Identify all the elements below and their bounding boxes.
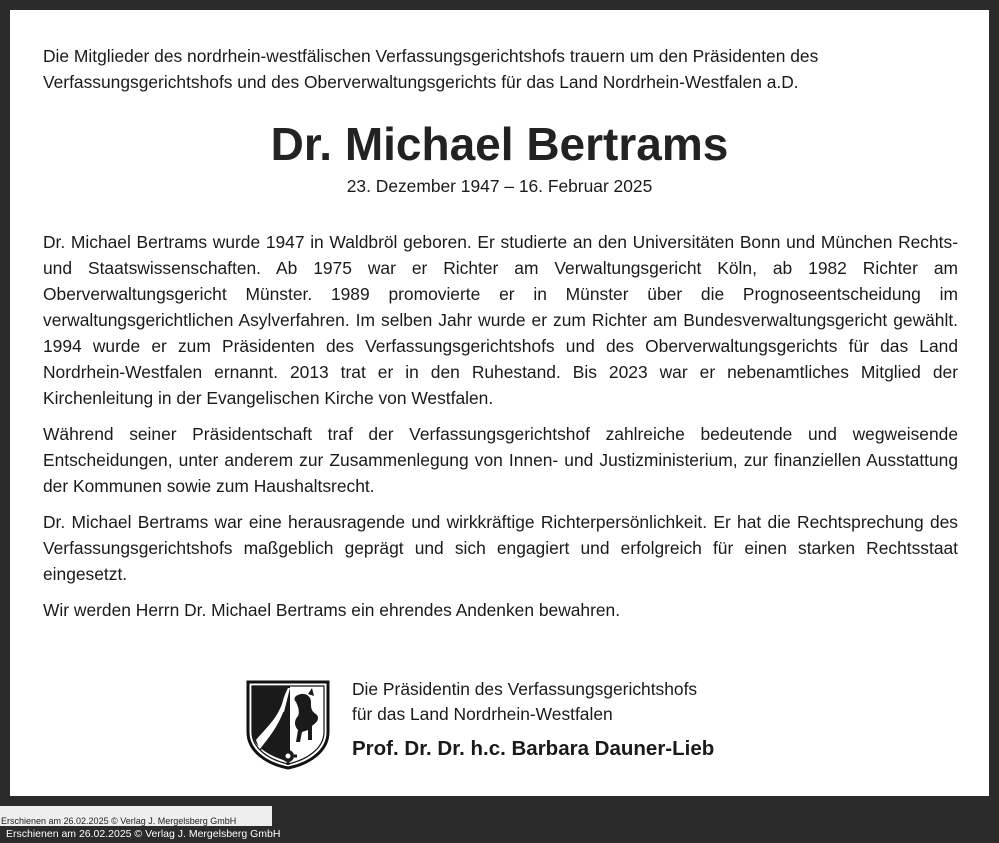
paragraph-tribute: Dr. Michael Bertrams war eine herausragende und wirkkräftige Richterpersönlichkeit. Er hat die Rechtsprechung des Verfassungsgerichtshofs maßgeblich geprägt und sich engagiert und erfolgreich für einen starken Rechtsstaat eingesetzt. [43,512,958,584]
obituary-body [43,229,958,633]
paragraph-remembrance: Wir werden Herrn Dr. Michael Bertrams ein ehrendes Andenken bewahren. [43,600,621,620]
signature-title-line-1: Die Präsidentin des Verfassungsgerichtshofs [352,679,698,699]
publication-credit-small-text: Erschienen am 26.02.2025 © Verlag J. Mergelsberg GmbH [1,816,237,826]
nrw-coat-of-arms-icon [246,680,330,770]
paragraph-presidency: Während seiner Präsidentschaft traf der Verfassungsgerichtshof zahlreiche bedeutende und wegweisende Entscheidungen, unter anderem zur Zusammenlegung von Innen- und Justizministerium, zur finanziellen Ausstattung der Kommunen sowie zum Haushaltsrecht. [43,424,958,496]
paragraph-biography: Dr. Michael Bertrams wurde 1947 in Waldbröl geboren. Er studierte an den Universitäten Bonn und München Rechts- und Staatswissenschaften. Ab 1975 war er Richter am Verwaltungsgericht Köln, ab 1982 Richter am Oberverwaltungsgericht Münster. 1989 promovierte er in Münster über die Prognoseentscheidung im verwaltungsgerichtlichen Asylverfahren. Im selben Jahr wurde er zum Richter am Bundesverwaltungsgericht gewählt. 1994 wurde er zum Präsidenten des Verfassungsgerichtshofs und des Oberverwaltungsgerichts für das Land Nordrhein-Westfalen ernannt. 2013 trat er in den Ruhestand. Bis 2023 war er nebenamtliches Mitglied der Kirchenleitung in der Evangelischen Kirche von Westfalen. [43,232,958,408]
intro-line-1: Die Mitglieder des nordrhein-westfälischen Verfassungsgerichtshofs trauern um den Präsidenten des [43,46,819,66]
publication-credit-bar [0,826,999,843]
life-dates: 23. Dezember 1947 – 16. Februar 2025 [346,176,653,196]
signature-block [352,677,952,763]
deceased-name: Dr. Michael Bertrams [270,118,729,170]
publication-credit-bar-text: Erschienen am 26.02.2025 © Verlag J. Mergelsberg GmbH [6,828,281,840]
obituary-notice [10,10,989,796]
intro-line-2: Verfassungsgerichtshofs und des Oberverwaltungsgerichts für das Land Nordrhein-Westfalen a.D. [43,72,799,92]
signer-name: Prof. Dr. Dr. h.c. Barbara Dauner-Lieb [352,737,715,760]
intro-text [43,43,958,95]
signature-title-line-2: für das Land Nordrhein-Westfalen [352,704,613,724]
publication-credit-small [0,806,272,826]
